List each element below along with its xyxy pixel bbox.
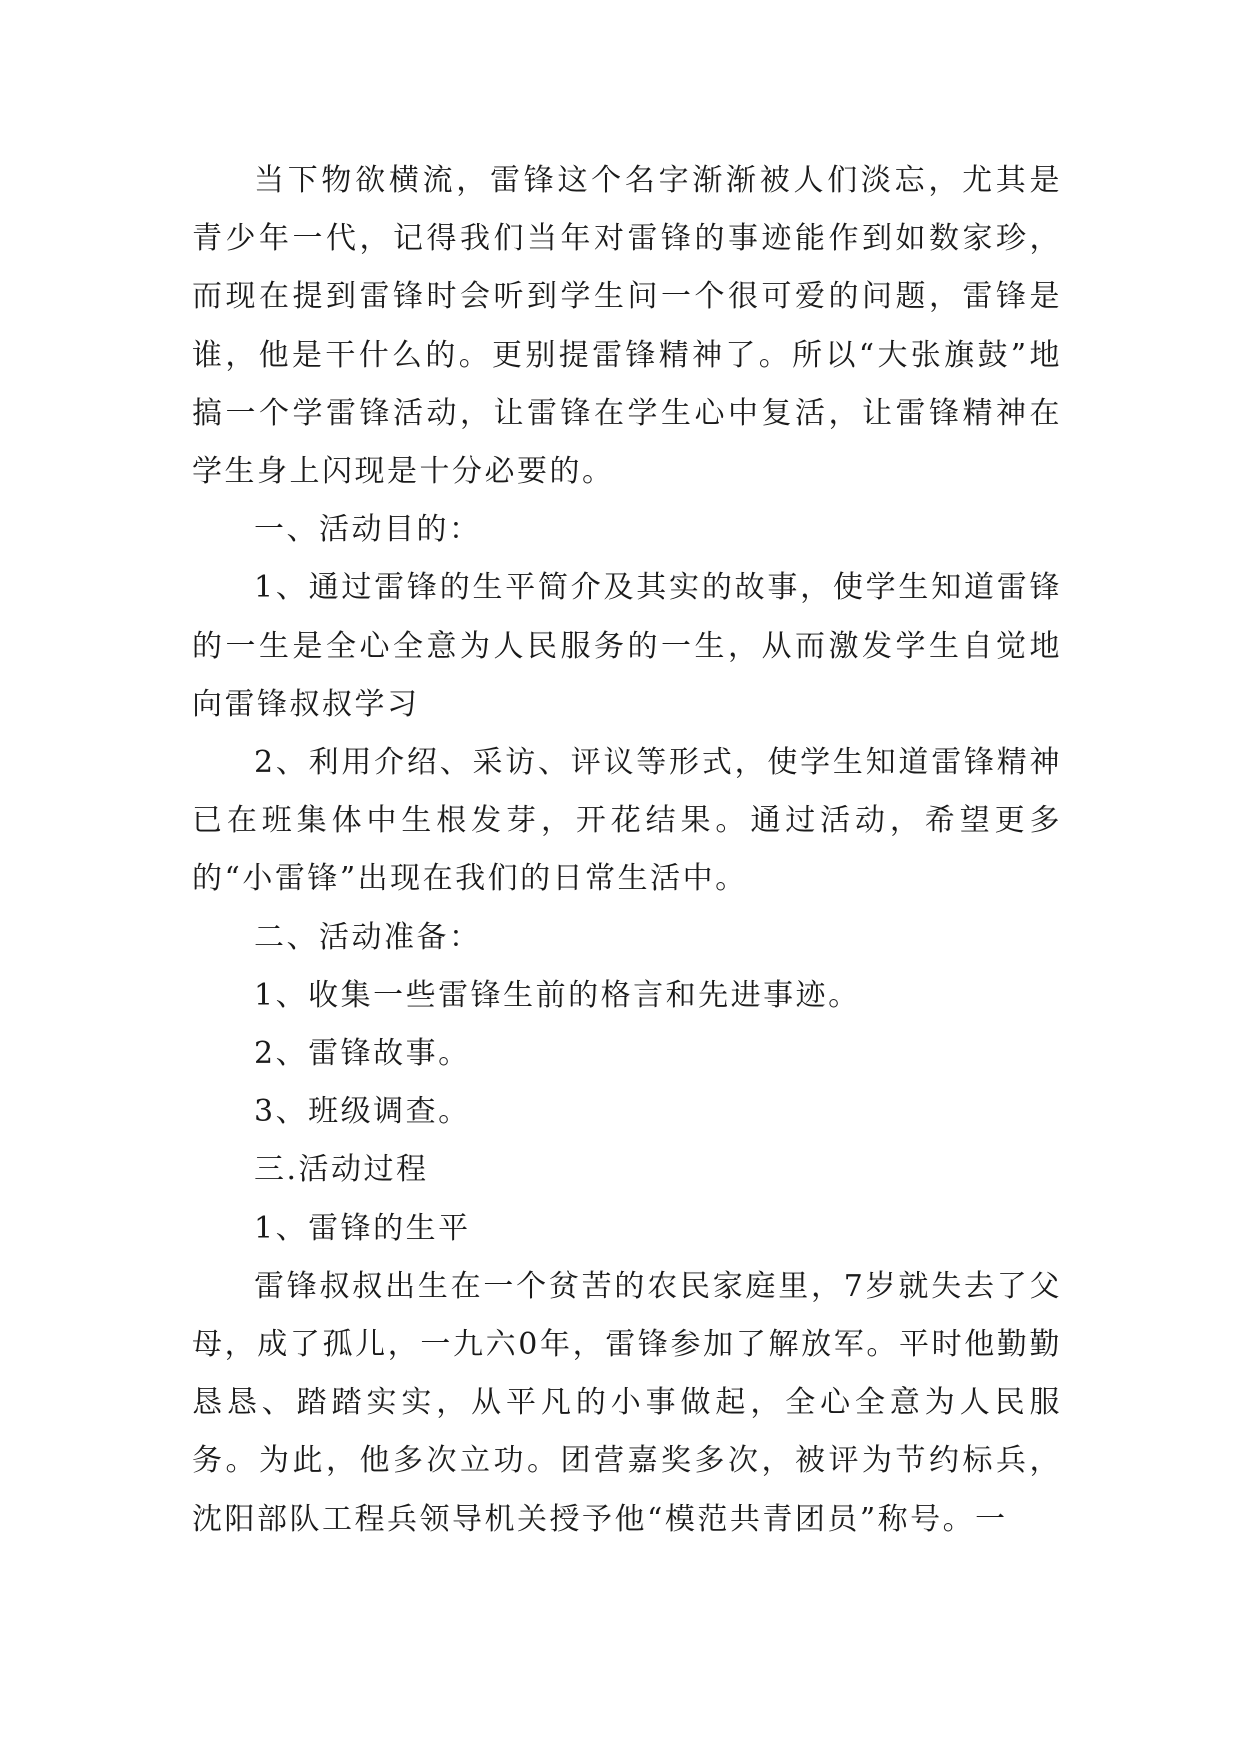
paragraph-leifeng-biography: 雷锋叔叔出生在一个贫苦的农民家庭里，7岁就失去了父母，成了孤儿，一九六0年，雷锋参加了解放军。平时他勤勤恳恳、踏踏实实，从平凡的小事做起，全心全意为人民服务。为此，他多次立功。团营嘉奖多次，被评为节约标兵，沈阳部队工程兵领导机关授予他“模范共青团员”称号。一 bbox=[192, 1268, 1062, 1537]
document-body bbox=[192, 152, 1062, 1549]
subheading-leifeng-life: 1、雷锋的生平 bbox=[254, 1210, 471, 1246]
paragraph-goal-1: 1、通过雷锋的生平简介及其实的故事，使学生知道雷锋的一生是全心全意为人民服务的一生，从而激发学生自觉地向雷锋叔叔学习 bbox=[192, 570, 1062, 722]
paragraph-prep-2: 2、雷锋故事。 bbox=[254, 1036, 471, 1072]
heading-activity-preparation: 二、活动准备： bbox=[254, 919, 482, 955]
paragraph-intro: 当下物欲横流，雷锋这个名字渐渐被人们淡忘，尤其是青少年一代，记得我们当年对雷锋的事迹能作到如数家珍，而现在提到雷锋时会听到学生问一个很可爱的问题，雷锋是谁，他是干什么的。更别提雷锋精神了。所以“大张旗鼓”地搞一个学雷锋活动，让雷锋在学生心中复活，让雷锋精神在学生身上闪现是十分必要的。 bbox=[192, 163, 1062, 490]
paragraph-goal-2: 2、利用介绍、采访、评议等形式，使学生知道雷锋精神已在班集体中生根发芽，开花结果。通过活动，希望更多的“小雷锋”出现在我们的日常生活中。 bbox=[192, 745, 1062, 897]
paragraph-prep-3: 3、班级调查。 bbox=[254, 1094, 471, 1130]
paragraph-prep-1: 1、收集一些雷锋生前的格言和先进事迹。 bbox=[254, 977, 861, 1013]
heading-activity-process: 三.活动过程 bbox=[254, 1152, 429, 1188]
heading-activity-goal: 一、活动目的： bbox=[254, 512, 482, 548]
